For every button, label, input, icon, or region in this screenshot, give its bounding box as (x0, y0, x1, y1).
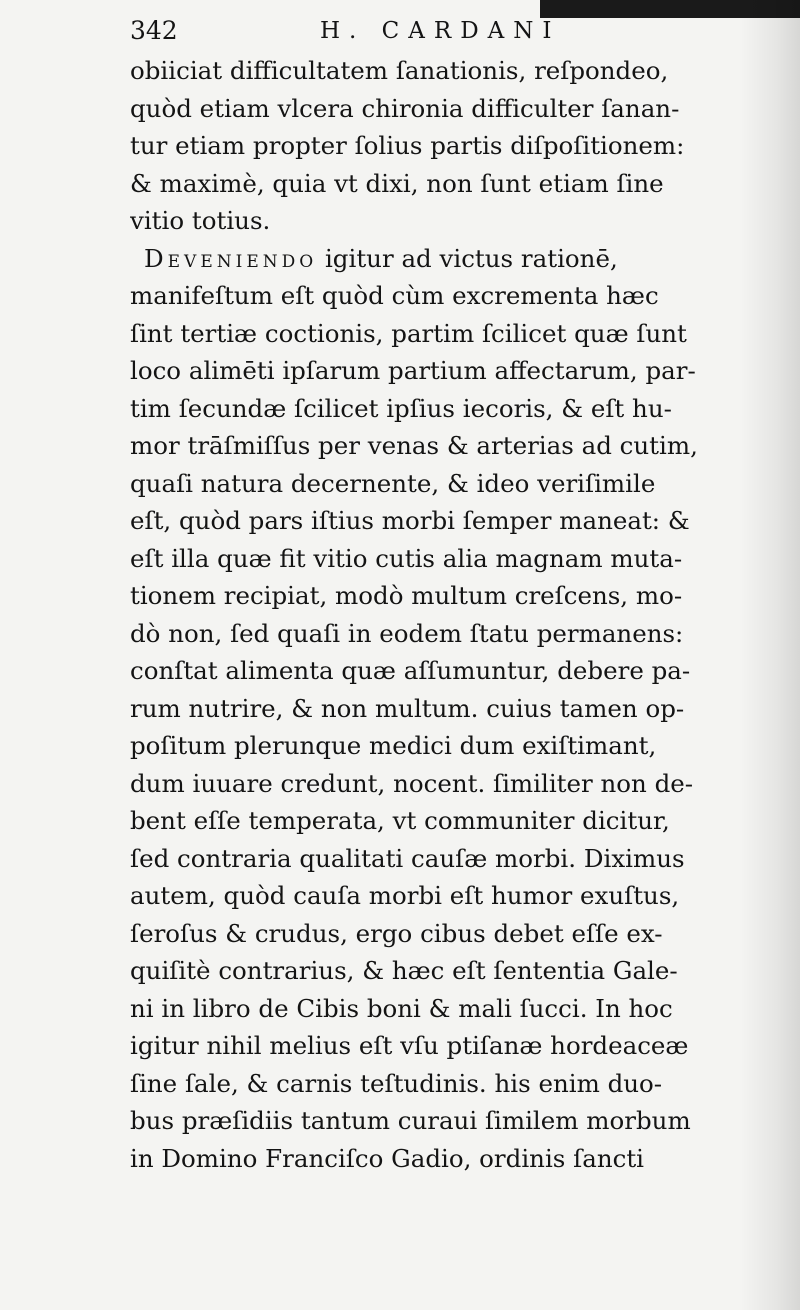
text-line: ſint tertiæ coctionis, partim ſcilicet quæ ſunt (130, 318, 687, 348)
paragraph-first-line-text: igitur ad victus rationē, (317, 243, 618, 273)
text-line: obiiciat difficultatem ſanationis, reſpondeo, (130, 56, 669, 85)
text-line: rum nutrire, & non multum. cuius tamen op- (130, 693, 685, 723)
text-line: igitur nihil melius eſt vſu ptiſanæ hordeaceæ (130, 1031, 689, 1060)
text-line: mor trāſmiſſus per venas & arterias ad cutim, (130, 431, 698, 460)
text-line: in Domino Franciſco Gadio, ordinis ſancti (130, 1143, 644, 1173)
text-block (130, 10, 800, 1177)
text-line: dò non, ſed quaſi in eodem ſtatu permanens: (130, 618, 684, 648)
text-line: quaſi natura decernente, & ideo veriſimile (130, 468, 656, 498)
text-line: manifeſtum eſt quòd cùm excrementa hæc (130, 281, 659, 310)
text-line: loco alimēti ipſarum partium affectarum, par- (130, 356, 696, 385)
text-line: bus præſidiis tantum curaui ſimilem morbum (130, 1106, 691, 1135)
text-line: tionem recipiat, modò multum creſcens, mo- (130, 581, 683, 610)
text-line: quiſitè contrarius, & hæc eſt ſententia Gale- (130, 956, 678, 985)
text-line: ni in libro de Cibis boni & mali ſucci. In hoc (130, 993, 673, 1023)
text-line: quòd etiam vlcera chironia difficulter ſanan- (130, 93, 680, 123)
text-line: eſt, quòd pars iſtius morbi ſemper maneat: & (130, 506, 690, 535)
paragraph-first-line (130, 240, 800, 278)
running-title: H. CARDANI (320, 18, 561, 44)
text-line: & maximè, quia vt dixi, non ſunt etiam ſine (130, 168, 664, 198)
text-line: ſine ſale, & carnis teſtudinis. his enim duo- (130, 1068, 663, 1098)
text-line: ſed contraria qualitati cauſæ morbi. Diximus (130, 843, 685, 873)
text-line: poſitum plerunque medici dum exiſtimant, (130, 731, 657, 760)
text-line: eſt illa quæ fit vitio cutis alia magnam muta- (130, 543, 683, 573)
text-line: ſeroſus & crudus, ergo cibus debet eſſe ex- (130, 918, 663, 948)
text-line: dum iuuare credunt, nocent. ſimiliter non de- (130, 768, 694, 798)
text-line: autem, quòd cauſa morbi eſt humor exuſtus, (130, 881, 680, 910)
text-line: conſtat alimenta quæ aſſumuntur, debere pa- (130, 656, 691, 685)
running-head (130, 10, 800, 52)
text-line: tim ſecundæ ſcilicet ipſius iecoris, & eſt hu- (130, 393, 672, 423)
paragraph-lead-word: Deveniendo (144, 243, 318, 273)
text-line: vitio totius. (130, 206, 271, 235)
text-line: bent eſſe temperata, vt communiter dicitur, (130, 806, 670, 835)
page-number: 342 (130, 16, 178, 45)
text-line: tur etiam propter ſolius partis diſpoſitionem: (130, 131, 685, 160)
